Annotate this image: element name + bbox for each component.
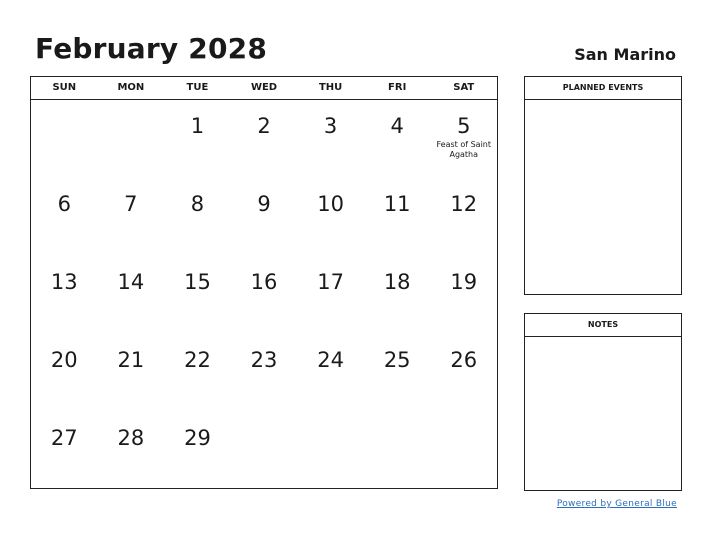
weekday-tue: TUE	[186, 82, 209, 93]
day-cell[interactable]	[430, 412, 497, 490]
weekday-fri: FRI	[388, 82, 407, 93]
day-cell[interactable]	[364, 256, 431, 334]
day-cell[interactable]	[430, 256, 497, 334]
country-label: San Marino	[574, 45, 676, 64]
day-cell[interactable]	[297, 256, 364, 334]
day-number: 22	[184, 348, 211, 372]
day-number: 15	[184, 270, 211, 294]
day-cell[interactable]	[364, 178, 431, 256]
week-row	[31, 256, 497, 334]
day-number: 1	[190, 114, 205, 138]
day-cell[interactable]	[31, 412, 98, 490]
week-row	[31, 334, 497, 412]
holiday-label: Feast of Saint Agatha	[436, 140, 491, 159]
day-number: 3	[323, 114, 338, 138]
day-number: 17	[317, 270, 344, 294]
notes-panel[interactable]	[524, 313, 682, 491]
day-cell[interactable]	[231, 178, 298, 256]
day-cell[interactable]	[364, 334, 431, 412]
day-number: 4	[390, 114, 404, 138]
day-number: 29	[184, 426, 211, 450]
week-row	[31, 100, 497, 178]
day-number: 24	[317, 348, 344, 372]
day-number: 20	[50, 348, 78, 372]
day-cell[interactable]	[164, 178, 231, 256]
day-cell[interactable]	[364, 412, 431, 490]
weekday-mon: MON	[117, 82, 145, 93]
page-title: February 2028	[35, 32, 268, 65]
day-cell[interactable]	[297, 100, 364, 178]
day-number: 11	[383, 192, 411, 216]
day-number: 25	[383, 348, 411, 372]
day-number: 28	[117, 426, 145, 450]
day-cell[interactable]	[231, 100, 298, 178]
powered-by-link[interactable]: Powered by General Blue	[556, 499, 677, 509]
weekday-sat: SAT	[453, 82, 475, 93]
day-number: 14	[117, 270, 145, 294]
day-cell[interactable]	[297, 412, 364, 490]
day-number: 7	[124, 192, 138, 216]
weekday-header-row	[31, 77, 497, 100]
day-cell[interactable]	[297, 178, 364, 256]
day-number: 5	[457, 114, 471, 138]
day-cell[interactable]	[98, 412, 165, 490]
day-number: 2	[257, 114, 271, 138]
day-cell[interactable]	[364, 100, 431, 178]
week-row	[31, 412, 497, 490]
calendar-grid	[30, 76, 498, 489]
day-cell[interactable]	[231, 334, 298, 412]
day-cell[interactable]	[164, 100, 231, 178]
planned-events-heading: PLANNED EVENTS	[525, 77, 681, 100]
day-number: 18	[383, 270, 411, 294]
day-cell[interactable]	[31, 334, 98, 412]
day-number: 21	[117, 348, 145, 372]
day-cell[interactable]	[231, 412, 298, 490]
day-number: 12	[450, 192, 478, 216]
day-cell[interactable]	[98, 256, 165, 334]
day-cell[interactable]	[430, 334, 497, 412]
day-cell[interactable]	[31, 100, 98, 178]
day-number: 9	[257, 192, 271, 216]
weekday-sun: SUN	[52, 82, 77, 93]
weeks-container	[31, 100, 497, 490]
day-number: 19	[450, 270, 478, 294]
week-row	[31, 178, 497, 256]
day-number: 13	[50, 270, 78, 294]
day-cell[interactable]	[164, 256, 231, 334]
day-cell[interactable]	[31, 256, 98, 334]
notes-heading: NOTES	[525, 314, 681, 337]
day-number: 23	[250, 348, 278, 372]
day-number: 6	[57, 192, 71, 216]
day-number: 27	[50, 426, 78, 450]
day-cell[interactable]	[98, 178, 165, 256]
day-cell[interactable]	[430, 100, 497, 178]
planned-events-panel[interactable]	[524, 76, 682, 295]
day-cell[interactable]	[98, 334, 165, 412]
day-cell[interactable]	[297, 334, 364, 412]
weekday-thu: THU	[318, 82, 343, 93]
day-cell[interactable]	[98, 100, 165, 178]
day-cell[interactable]	[164, 412, 231, 490]
day-number: 8	[190, 192, 205, 216]
day-cell[interactable]	[164, 334, 231, 412]
day-cell[interactable]	[430, 178, 497, 256]
day-cell[interactable]	[231, 256, 298, 334]
day-cell[interactable]	[31, 178, 98, 256]
day-number: 16	[250, 270, 278, 294]
day-number: 10	[317, 192, 344, 216]
weekday-wed: WED	[250, 82, 278, 93]
day-number: 26	[450, 348, 478, 372]
